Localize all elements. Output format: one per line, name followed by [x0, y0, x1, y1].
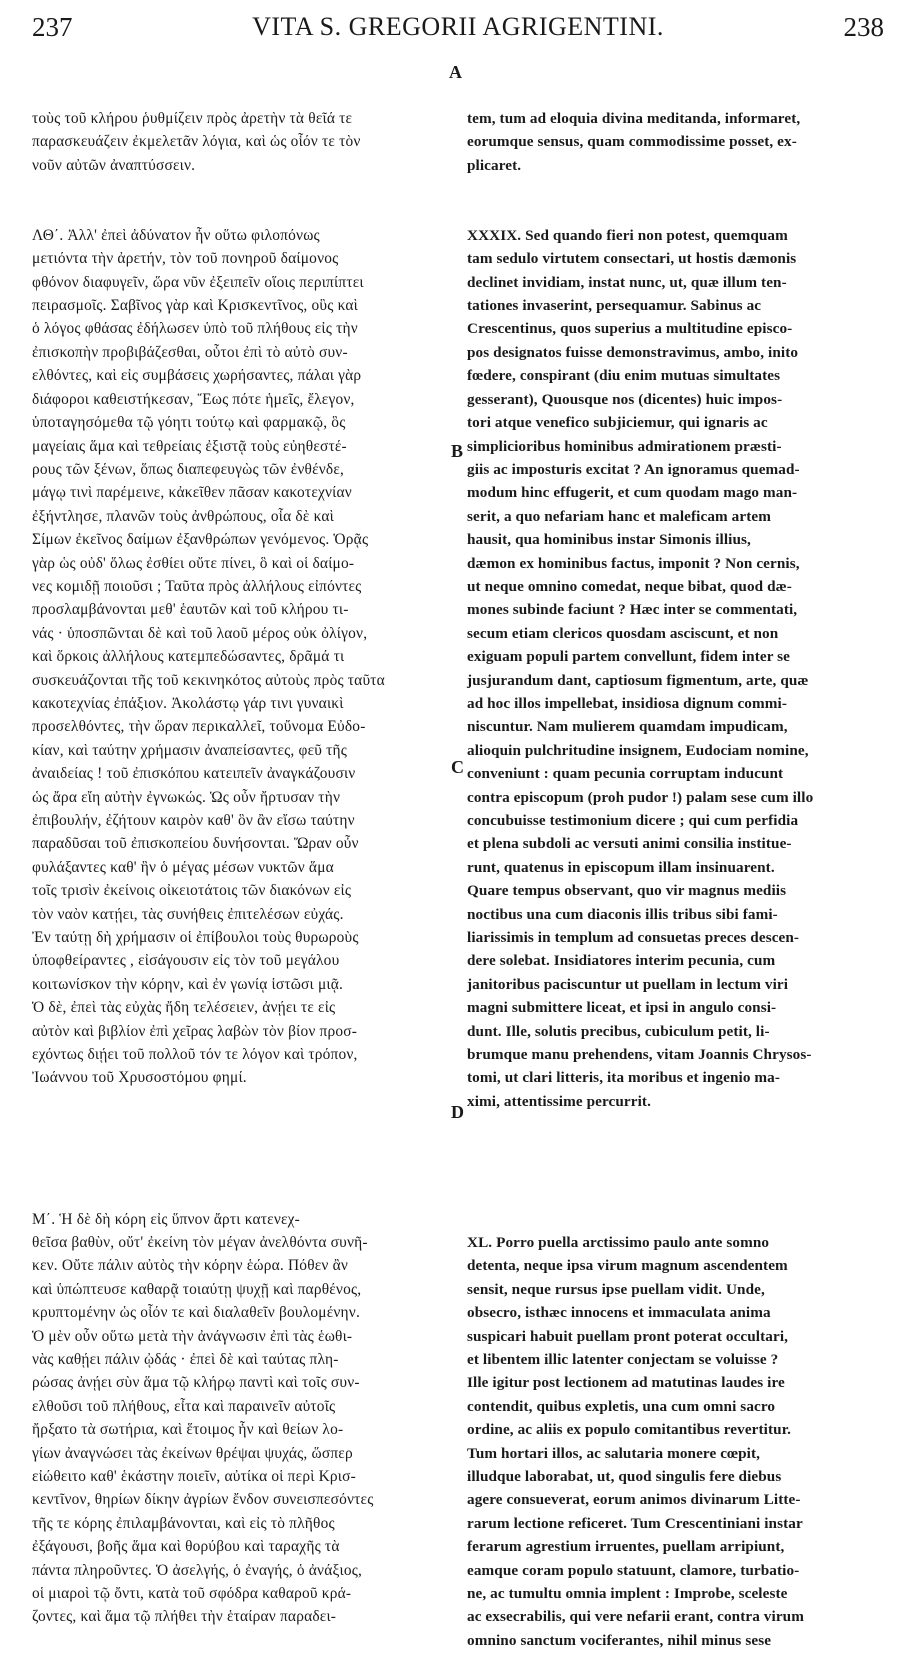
- greek-column: [32, 60, 452, 1652]
- margin-marker-a: A: [449, 62, 462, 82]
- running-title: VITA S. GREGORII AGRIGENTINI.: [252, 12, 664, 41]
- page-header: [32, 6, 884, 46]
- page-number-left: 237: [32, 12, 73, 42]
- greek-paragraph-40: Μ΄. Ἡ δὲ δὴ κόρη εἰς ὕπνον ἄρτι κατενεχ- θεῖσα βαθὺν, οὔτ' ἐκείνη τὸν μέγαν ἀνελθόντα συνῆ- κεν. Οὔτε πάλιν αὐτὸς τὴν κόρην ἑώρα. Πόθεν ἂν καὶ ὑπώπτευσε καθαρᾷ τοιαύτῃ ψυχῇ καὶ παρθένος, κρυπτομένην ὡς οἷόν τε καὶ διαλαθεῖν βουλομένην. Ὁ μὲν οὖν οὕτω μετὰ τὴν ἀνάγνωσιν ἐπὶ τὰς ἑωθι- νὰς καθῄει πάλιν ᾠδάς · ἐπεὶ δὲ καὶ ταύτας πλη- ρώσας ἀνῄει σὺν ἅμα τῷ κλήρῳ παντὶ καὶ τοῖς συν- ελθοῦσι τοῦ πλήθους, εἶτα καὶ παραινεῖν αὐτοῖς ἤρξατο τὰ σωτήρια, καὶ ἕτοιμος ἦν καὶ θείων λο- γίων ἀναγνώσει τὰς ἐκείνων θρέψαι ψυχάς, ὥσπερ εἰώθειτο καθ' ἑκάστην ποιεῖν, αὐτίκα οἱ περὶ Κρισ- κεντῖνον, θηρίων δίκην ἀγρίων ἔνδον συνεισπεσόντες τῆς τε κόρης ἐπιλαμβάνονται, καὶ εἰς τὸ πλῆθος ἐξάγουσι, βοῆς ἅμα καὶ θορύβου καὶ ταραχῆς τὰ πάντα πληροῦντες. Ὁ ἀσελγής, ὁ ἐναγής, ὁ ἀνάξιος, οἱ μιαροὶ τῷ ὄντι, κατὰ τοῦ σφόδρα καθαροῦ κρά- ζοντες, καὶ ἅμα τῷ πλήθει τὴν ἑταίραν παραδει-: [32, 1210, 374, 1626]
- latin-paragraph-40: XL. Porro puella arctissimo paulo ante somno detenta, neque ipsa virum magnum ascendentem sensit, neque rursus ipse puellam vidit. Unde, obsecro, isthæc innocens et immaculata anima suspicari habuit puellam pront poterat occultari, et libentem illic latenter conjectam se voluisse ? Ille igitur post lectionem ad matutinas laudes ire contendit, quibus expletis, una cum omni sacro ordine, ac aliis ex populo comitantibus revertitur. Tum hortari illos, ac salutaria monere cœpit, illudque laborabat, ut, quod singulis fere diebus agere consueverat, eorum animos divinarum Litte- rarum lectione reficeret. Tum Crescentiniani instar ferarum agrestium irruentes, puellam arripiunt, eamque coram populo statuunt, clamore, turbatio- ne, ac tumultu omnia implent : Improbe, sceleste ac exsecrabilis, qui vere nefarii erant, contra virum omnino sanctum vociferantes, nihil minus sese: [467, 1233, 804, 1649]
- latin-column: [467, 60, 887, 1676]
- paragraph-gap: [467, 1160, 887, 1184]
- latin-paragraph-1: tem, tum ad eloquia divina meditanda, informaret, eorumque sensus, quam commodissime posset, ex- plicaret.: [467, 109, 801, 174]
- latin-paragraph-39: XXXIX. Sed quando fieri non potest, quemquam tam sedulo virtutem consectari, ut hostis dæmonis declinet invidiam, instat nunc, ut, quæ illum ten- tationes invaserint, persequamur. Sabinus ac Crescentinus, quos superius a multitudine episco- pos designatos fuisse demonstravimus, ambo, inito fœdere, conspirant (diu enim mutuas simultates gesserant), Quousque nos (dicentes) huic impos- tori atque venefico subjiciemur, qui ignaris ac simplicioribus hominibus admirationem præsti- giis ac imposturis excitat ? An ignoramus quemad- modum hinc effugerit, et cum quodam mago man- serit, a quo nefariam hanc et maleficam artem hausit, qua hominibus instar Simonis illius, dæmon ex hominibus factus, imponit ? Non cernis, ut neque omnino comedat, neque bibat, quod dæ- mones subinde faciunt ? Hæc inter se commentati, secum etiam clericos quosdam asciscunt, et non exiguam populi partem convellunt, fidem inter se jusjurandum dant, captiosum figmentum, arte, quæ ad hoc illos impellebat, insidiosa dignum commi- niscuntur. Nam mulierem quamdam impudicam, alioquin pulchritudine insignem, Eudociam nomine, conveniunt : quam pecunia corruptam inducunt contra episcopum (proh pudor !) palam sese cum illo concubuisse testimonium dicere ; qui cum perfidia et plena subdoli ac versuti animi consilia institue- runt, quatenus in episcopum illam insinuarent. Quare tempus observant, quo vir magnus mediis noctibus una cum diaconis illis tribus sibi fami- liarissimis in templum ad consuetas preces descen- dere solebat. Insidiatores interim pecunia, cum janitoribus paciscuntur ut puellam in lectum viri magni submittere liceat, et ipsi in angulo consi- dunt. Ille, solutis precibus, cubiculum petit, li- brumque manu prehendens, vitam Joannis Chrysos- tomi, ut clari litteris, ita moribus et ingenio ma- ximi, attentissime percurrit.: [467, 226, 814, 1110]
- greek-paragraph-39: ΛΘ΄. Ἀλλ' ἐπεὶ ἀδύνατον ἦν οὕτω φιλοπόνως μετιόντα τὴν ἀρετήν, τὸν τοῦ πονηροῦ δαίμονος φθόνον διαφυγεῖν, ὥρα νῦν ἐξειπεῖν οἵοις περιπίπτει πειρασμοῖς. Σαβῖνος γὰρ καὶ Κρισκεντῖνος, οὓς καὶ ὁ λόγος φθάσας ἐδήλωσεν ὑπὸ τοῦ πλήθους εἰς τὴν ἐπισκοπὴν προβιβάζεσθαι, οὗτοι ἐπὶ τὸ αὐτὸ συν- ελθόντες, καὶ εἰς συμβάσεις χωρήσαντες, πάλαι γὰρ διάφοροι καθειστήκεσαν, Ἕως πότε ἡμεῖς, ἔλεγον, ὑποταγησόμεθα τῷ γόητι τούτῳ καὶ φαρμακῷ, ὃς μαγείαις ἅμα καὶ τεθρείαις ἐξιστᾷ τοὺς εὐηθεστέ- ρους τῶν ξένων, ὅπως διαπεφευγὼς τῶν ἐνθένδε, μάγῳ τινὶ παρέμεινε, κἀκεῖθεν πᾶσαν κακοτεχνίαν ἐξήντλησε, πλανῶν τοὺς ἀνθρώπους, οἷα δὲ καὶ Σίμων ἐκεῖνος δαίμων ἐξανθρώπων γενόμενος. Ὁρᾷς γὰρ ὡς οὐδ' ὅλως ἐσθίει οὔτε πίνει, ὃ καὶ οἱ δαίμο- νες κομιδῇ ποιοῦσι ; Ταῦτα πρὸς ἀλλήλους εἰπόντες προσλαμβάνονται μεθ' ἑαυτῶν καὶ τοῦ κλήρου τι- νάς · ὑποσπῶνται δὲ καὶ τοῦ λαοῦ μέρος οὐκ ὀλίγον, καὶ ὅρκοις ἀλλήλους κατεμπεδώσαντες, δρᾶμά τι συσκευάζονται τῆς τοῦ κεκινηκότος αὐτοὺς πρὸς ταῦτα κακοτεχνίας ἐπάξιον. Ἀκολάστῳ γάρ τινι γυναικὶ προσελθόντες, τὴν ὥραν περικαλλεῖ, τοὔνομα Εὐδο- κίαν, καὶ ταύτην χρήμασιν ἀναπείσαντες, φεῦ τῆς ἀναιδείας ! τοῦ ἐπισκόπου κατειπεῖν ἀναγκάζουσιν ὡς ἄρα εἴη αὐτὴν ἐγνωκώς. Ὡς οὖν ἤρτυσαν τὴν ἐπιβουλήν, ἐζήτουν καιρὸν καθ' ὃν ἂν εἴσω ταύτην παραδῦσαι τοῦ ἐπισκοπείου δυνήσονται. Ὥραν οὖν φυλάξαντες καθ' ἣν ὁ μέγας μέσων νυκτῶν ἅμα τοῖς τρισὶν ἐκείνοις οἰκειοτάτοις τῶν διακόνων εἰς τὸν ναὸν κατῄει, τὰς συνήθεις ἐπιτελέσων εὐχάς. Ἐν ταύτῃ δὴ χρήμασιν οἱ ἐπίβουλοι τοὺς θυρωροὺς ὑποφθείραντες , εἰσάγουσιν εἰς τὸν τοῦ μεγάλου κοιτωνίσκον τὴν κόρην, καὶ ἐν γωνίᾳ ἱστῶσι μιᾷ. Ὁ δὲ, ἐπεὶ τὰς εὐχὰς ἤδη τελέσειεν, ἀνῄει τε εἰς αὐτὸν καὶ βιβλίον ἐπὶ χεῖρας λαβὼν τὸν βίον προσ- εχόντως διῄει τοῦ πολλοῦ τόν τε λόγον καὶ τρόπον, Ἰωάννου τοῦ Χρυσοστόμου φημί.: [32, 226, 385, 1087]
- margin-marker-c: C: [451, 757, 464, 777]
- page-number-right: 238: [843, 12, 884, 42]
- margin-marker-b: B: [451, 441, 464, 461]
- margin-marker-d: D: [451, 1102, 464, 1122]
- greek-paragraph-1: τοὺς τοῦ κλήρου ῥυθμίζειν πρὸς ἀρετὴν τὰ θεῖά τε παρασκευάζειν ἐκμελετᾶν λόγια, καὶ ὡς οἷόν τε τὸν νοῦν αὐτῶν ἀναπτύσσειν.: [32, 109, 361, 174]
- paragraph-gap: [32, 1137, 452, 1161]
